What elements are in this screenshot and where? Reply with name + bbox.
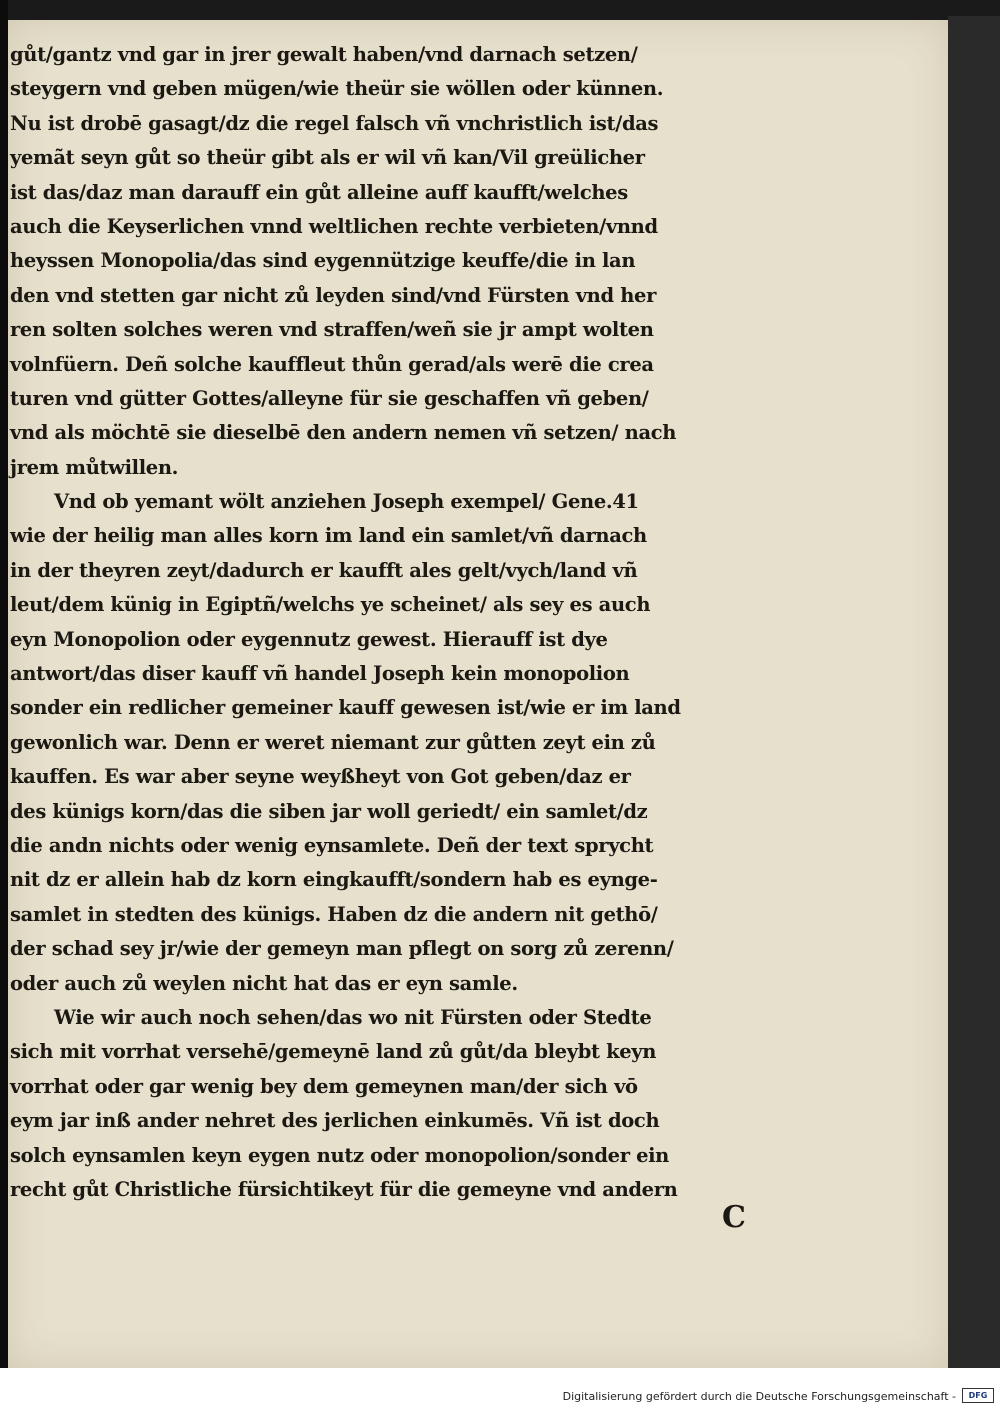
text-line: antwort/das diser kauff vñ handel Joseph kein monopolion: [10, 662, 630, 686]
text-line: yemãt seyn gůt so theür gibt als er wil vñ kan/Vil greülicher: [10, 146, 645, 170]
text-line: kauffen. Es war aber seyne weyßheyt von Got geben/daz er: [10, 765, 631, 789]
text-line: steygern vnd geben mügen/wie theür sie wöllen oder künnen.: [10, 77, 664, 101]
text-line: solch eynsamlen keyn eygen nutz oder monopolion/sonder ein: [10, 1143, 670, 1167]
text-line: ist das/daz man darauff ein gůt alleine auff kaufft/welches: [10, 180, 628, 204]
page-text-block: [10, 38, 810, 1207]
text-line: Wie wir auch noch sehen/das wo nit Fürsten oder Stedte: [54, 1005, 652, 1029]
text-line: vorrhat oder gar wenig bey dem gemeynen man/der sich vō: [10, 1074, 638, 1098]
adjacent-leaf-edge: [948, 16, 1000, 1368]
text-line: der schad sey jr/wie der gemeyn man pflegt on sorg zů zerenn/: [10, 937, 674, 961]
text-line: samlet in stedten des künigs. Haben dz die andern nit gethō/: [10, 902, 658, 926]
text-line: nit dz er allein hab dz korn eingkaufft/sondern hab es eynge-: [10, 868, 658, 892]
text-line: sich mit vorrhat versehē/gemeynē land zů gůt/da bleybt keyn: [10, 1040, 657, 1064]
text-line: heyssen Monopolia/das sind eygennützige keuffe/die in lan: [10, 249, 636, 273]
text-line: volnfüern. Deñ solche kauffleut thůn gerad/als werē die crea: [10, 352, 654, 376]
text-line: ren solten solches weren vnd straffen/weñ sie jr ampt wolten: [10, 318, 654, 342]
footer-bar: [0, 1368, 1000, 1409]
signature-mark: C: [722, 1200, 746, 1235]
text-line: gewonlich war. Denn er weret niemant zur gůtten zeyt ein zů: [10, 730, 656, 754]
text-line: wie der heilig man alles korn im land ein samlet/vñ darnach: [10, 524, 647, 548]
text-line: eyn Monopolion oder eygennutz gewest. Hierauff ist dye: [10, 627, 608, 651]
book-spine-shadow: [0, 0, 8, 1368]
text-line: eym jar inß ander nehret des jerlichen einkumēs. Vñ ist doch: [10, 1109, 660, 1133]
text-line: auch die Keyserlichen vnnd weltlichen rechte verbieten/vnnd: [10, 214, 658, 238]
text-line: jrem můtwillen.: [10, 455, 179, 479]
text-line: Vnd ob yemant wölt anziehen Joseph exempel/ Gene.41: [54, 490, 639, 514]
text-line: Nu ist drobē gasagt/dz die regel falsch vñ vnchristlich ist/das: [10, 111, 659, 135]
text-line: die andn nichts oder wenig eynsamlete. Deñ der text sprycht: [10, 833, 654, 857]
text-line: in der theyren zeyt/dadurch er kaufft ales gelt/vych/land vñ: [10, 558, 638, 582]
text-line: sonder ein redlicher gemeiner kauff gewesen ist/wie er im land: [10, 696, 681, 720]
text-line: des künigs korn/das die siben jar woll geriedt/ ein samlet/dz: [10, 799, 648, 823]
text-line: den vnd stetten gar nicht zů leyden sind/vnd Fürsten vnd her: [10, 283, 657, 307]
text-line: oder auch zů weylen nicht hat das er eyn samle.: [10, 971, 518, 995]
text-line: gůt/gantz vnd gar in jrer gewalt haben/vnd darnach setzen/: [10, 43, 638, 66]
text-line: recht gůt Christliche fürsichtikeyt für die gemeyne vnd andern: [10, 1177, 678, 1201]
dfg-logo-icon: DFG: [962, 1388, 994, 1403]
text-line: turen vnd gütter Gottes/alleyne für sie geschaffen vñ geben/: [10, 386, 649, 410]
text-line: vnd als möchtē sie dieselbē den andern nemen vñ setzen/ nach: [10, 421, 677, 445]
footer-credit: Digitalisierung gefördert durch die Deutsche Forschungsgemeinschaft -: [562, 1390, 956, 1403]
text-line: leut/dem künig in Egiptñ/welchs ye scheinet/ als sey es auch: [10, 593, 651, 617]
